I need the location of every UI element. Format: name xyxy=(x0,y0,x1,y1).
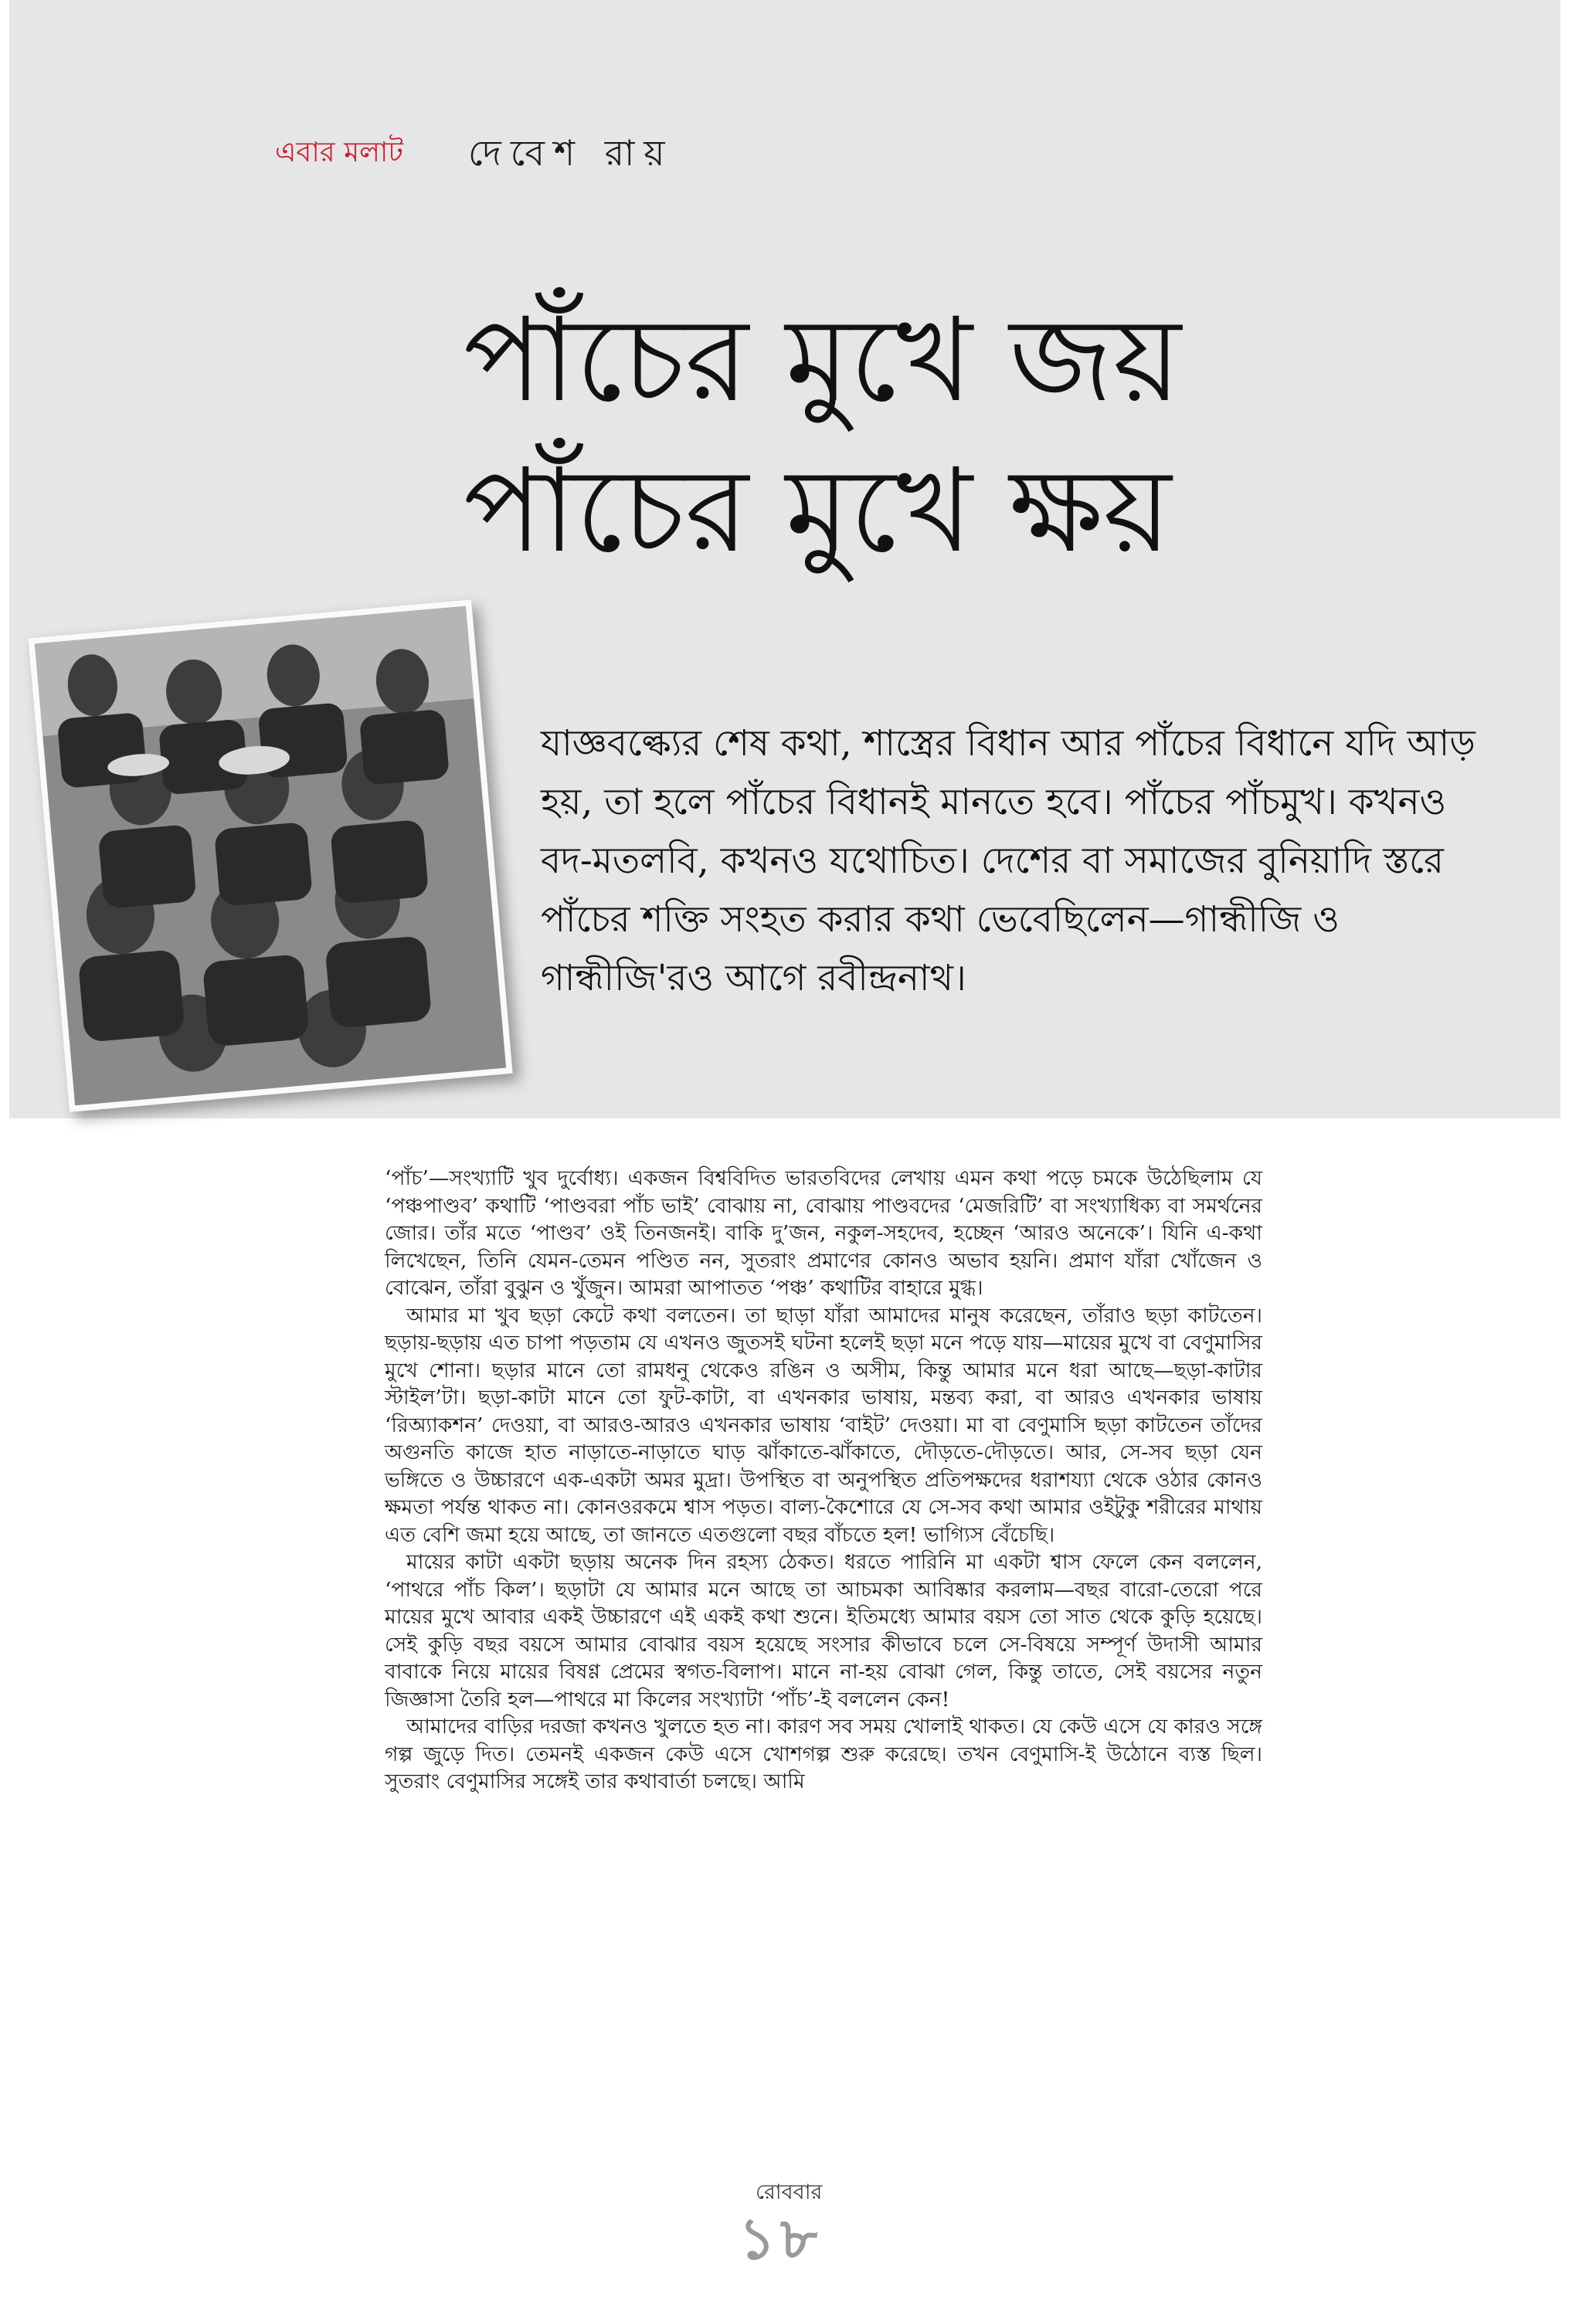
headline xyxy=(464,286,1545,587)
paragraph: আমাদের বাড়ির দরজা কখনও খুলতে হত না। কারণ সব সময় খোলাই থাকত। যে কেউ এসে যে কারও সঙ্গে গল্প জুড়ে দিত। তেমনই একজন কেউ এসে খোশগল্প শুরু করেছে। তখন বেণুমাসি-ই উঠোনে ব্যস্ত ছিল। সুতরাং বেণুমাসির সঙ্গেই তার কথাবার্তা চলছে। আমি xyxy=(385,1715,1262,1793)
standfirst: যাজ্ঞবল্ক্যের শেষ কথা, শাস্ত্রের বিধান আর পাঁচের বিধানে যদি আড় হয়, তা হলে পাঁচের বিধানই মানতে হবে। পাঁচের পাঁচমুখ। কখনও বদ-মতলবি, কখনও যথোচিত। দেশের বা সমাজের বুনিয়াদি স্তরে পাঁচের শক্তি সংহত করার কথা ভেবেছিলেন—গান্ধীজি ও গান্ধীজি'রও আগে রবীন্দ্রনাথ। xyxy=(541,722,1476,999)
paragraph: ‘পাঁচ’—সংখ্যাটি খুব দুর্বোধ্য। একজন বিশ্ববিদিত ভারতবিদের লেখায় এমন কথা পড়ে চমকে উঠেছিলাম যে ‘পঞ্চপাণ্ডব’ কথাটি ‘পাণ্ডবরা পাঁচ ভাই’ বোঝায় না, বোঝায় পাণ্ডবদের ‘মেজরিটি’ বা সংখ্যাধিক্য বা সমর্থনের জোর। তাঁর মতে ‘পাণ্ডব’ ওই তিনজনই। বাকি দু’জন, নকুল-সহদেব, হচ্ছেন ‘আরও অনেকে’। যিনি এ-কথা লিখেছেন, তিনি যেমন-তেমন পণ্ডিত নন, সুতরাং প্রমাণের কোনও অভাব হয়নি। প্রমাণ যাঁরা খোঁজেন ও বোঝেন, তাঁরা বুঝুন ও খুঁজুন। আমরা আপাতত ‘পঞ্চ’ কথাটির বাহারে মুগ্ধ। xyxy=(385,1166,1262,1300)
publication-name: রোববার xyxy=(756,2180,823,2204)
headline-line-1: পাঁচের মুখে জয় xyxy=(464,293,1182,428)
paragraph: মায়ের কাটা একটা ছড়ায় অনেক দিন রহস্য ঠেকত। ধরতে পারিনি মা একটা শ্বাস ফেলে কেন বললেন, ‘পাথরে পাঁচ কিল’। ছড়াটা যে আমার মনে আছে তা আচমকা আবিষ্কার করলাম—বছর বারো-তেরো পরে মায়ের মুখে আবার একই উচ্চারণে এই একই কথা শুনে। ইতিমধ্যে আমার বয়স তো সাত থেকে কুড়ি হয়েছে। সেই কুড়ি বছর বয়সে আমার বোঝার বয়স হয়েছে সংসার কীভাবে চলে সে-বিষয়ে সম্পূর্ণ উদাসী আমার বাবাকে নিয়ে মায়ের বিষণ্ণ প্রেমের স্বগত-বিলাপ। মানে না-হয় বোঝা গেল, কিন্তু তাতে, সেই বয়সের নতুন জিজ্ঞাসা তৈরি হল—পাথরে মা কিলের সংখ্যাটা ‘পাঁচ’-ই বললেন কেন! xyxy=(385,1550,1262,1712)
crowd-photo xyxy=(28,599,512,1112)
article-body xyxy=(385,1165,1262,1796)
section-kicker: এবার মলাট xyxy=(275,137,403,168)
page-number: ১৮ xyxy=(739,2206,823,2272)
paragraph: আমার মা খুব ছড়া কেটে কথা বলতেন। তা ছাড়া যাঁরা আমাদের মানুষ করেছেন, তাঁরাও ছড়া কাটতেন। ছড়ায়-ছড়ায় এত চাপা পড়তাম যে এখনও জুতসই ঘটনা হলেই ছড়া মনে পড়ে যায়—মায়ের মুখে বা বেণুমাসির মুখে শোনা। ছড়ার মানে তো রামধনু থেকেও রঙিন ও অসীম, কিন্তু আমার মনে ধরা আছে—ছড়া-কাটার স্টাইল’টা। ছড়া-কাটা মানে তো ফুট-কাটা, বা এখনকার ভাষায়, মন্তব্য করা, বা আরও এখনকার ভাষায় ‘রিঅ্যাকশন’ দেওয়া, বা আরও-আরও এখনকার ভাষায় ‘বাইট’ দেওয়া। মা বা বেণুমাসি ছড়া কাটতেন তাঁদের অগুনতি কাজে হাত নাড়াতে-নাড়াতে ঘাড় ঝাঁকাতে-ঝাঁকাতে, দৌড়তে-দৌড়তে। আর, সে-সব ছড়া যেন ভঙ্গিতে ও উচ্চারণে এক-একটা অমর মুদ্রা। উপস্থিত বা অনুপস্থিত প্রতিপক্ষদের ধরাশয্যা থেকে ওঠার কোনও ক্ষমতা পর্যন্ত থাকত না। কোনওরকমে শ্বাস পড়ত। বাল্য-কৈশোরে যে সে-সব কথা আমার ওইটুকু শরীরের মাথায় এত বেশি জমা হয়ে আছে, তা জানতে এতগুলো বছর বাঁচতে হল! ভাগ্যিস বেঁচেছি। xyxy=(385,1303,1262,1547)
headline-line-2: পাঁচের মুখে ক্ষয় xyxy=(464,444,1172,578)
author-name: দেবেশ রায় xyxy=(468,132,674,174)
